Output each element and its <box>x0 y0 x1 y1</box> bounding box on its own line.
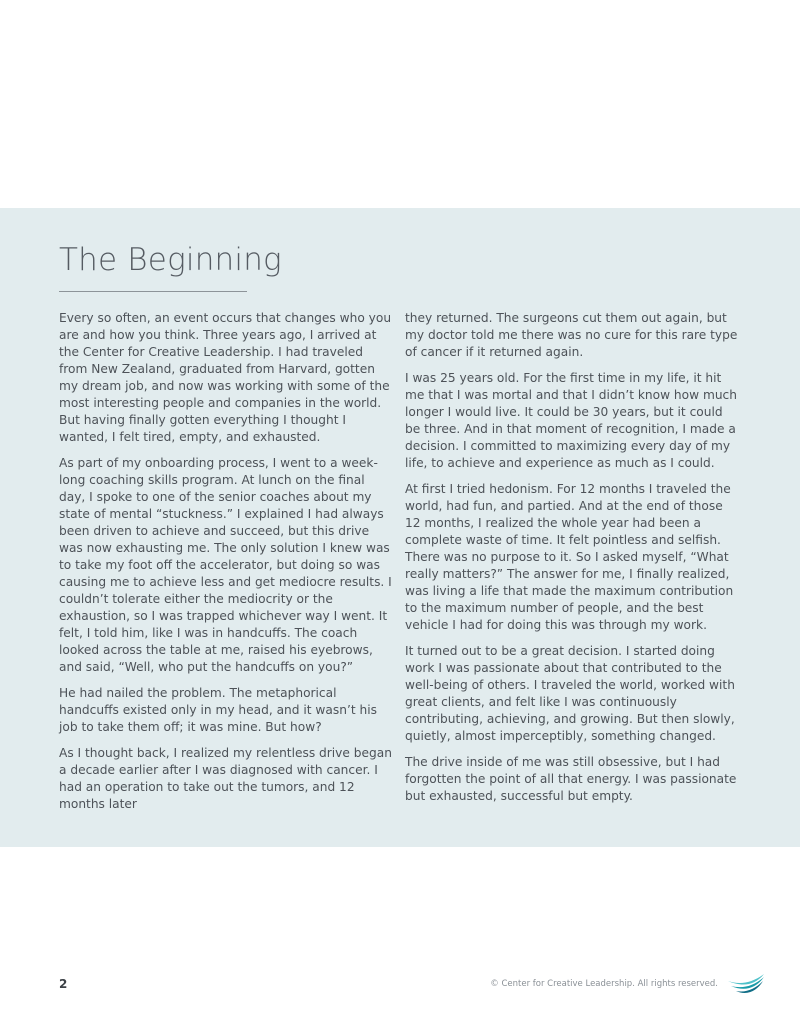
paragraph: He had nailed the problem. The metaphorical handcuffs existed only in my head, and it wasn’t his job to take them off; it was mine. But how? <box>59 686 377 734</box>
ccl-wave-logo-icon <box>726 972 766 996</box>
paragraph: It turned out to be a great decision. I started doing work I was passionate about that contributed to the well-being of others. I traveled the world, worked with great clients, and felt like I was continuously contributing, achieving, and growing. But then slowly, quietly, almost imperceptibly, something changed. <box>405 644 735 743</box>
section-title: The Beginning <box>59 242 282 278</box>
paragraph: As part of my onboarding process, I went to a week-long coaching skills program. At lunch on the final day, I spoke to one of the senior coaches about my state of mental “stuckness.” I explained I had always been driven to achieve and succeed, but this drive was now exhausting me. The only solution I knew was to take my foot off the accelerator, but doing so was causing me to achieve less and get mediocre results. I couldn’t tolerate either the mediocrity or the exhaustion, so I was trapped whichever way I went. It felt, I told him, like I was in handcuffs. The coach looked across the table at me, raised his eyebrows, and said, “Well, who put the handcuffs on you?” <box>59 456 392 674</box>
paragraph: As I thought back, I realized my relentless drive began a decade earlier after I was diagnosed with cancer. I had an operation to take out the tumors, and 12 months later <box>59 746 392 811</box>
paragraph: Every so often, an event occurs that changes who you are and how you think. Three years ago, I arrived at the Center for Creative Leadership. I had traveled from New Zealand, graduated from Harvard, gotten my dream job, and now was working with some of the most interesting people and companies in the world. But having finally gotten everything I thought I wanted, I felt tired, empty, and exhausted. <box>59 311 392 444</box>
right-column <box>405 310 740 814</box>
paragraph: they returned. The surgeons cut them out again, but my doctor told me there was no cure for this rare type of cancer if it returned again. <box>405 311 738 359</box>
page-number: 2 <box>59 977 68 991</box>
left-column <box>59 310 393 822</box>
title-underline <box>59 291 247 292</box>
paragraph: I was 25 years old. For the first time in my life, it hit me that I was mortal and that I didn’t know how much longer I would live. It could be 30 years, but it could be three. And in that moment of recognition, I made a decision. I committed to maximizing every day of my life, to achieve and experience as much as I could. <box>405 371 737 470</box>
paragraph: At first I tried hedonism. For 12 months I traveled the world, had fun, and partied. And at the end of those 12 months, I realized the whole year had been a complete waste of time. It felt pointless and selfish. There was no purpose to it. So I asked myself, “What really matters?” The answer for me, I finally realized, was living a life that made the maximum contribution to the maximum number of people, and the best vehicle I had for doing this was through my work. <box>405 482 734 632</box>
paragraph: The drive inside of me was still obsessive, but I had forgotten the point of all that energy. I was passionate but exhausted, successful but empty. <box>405 755 737 803</box>
copyright-notice: © Center for Creative Leadership. All rights reserved. <box>490 979 718 989</box>
